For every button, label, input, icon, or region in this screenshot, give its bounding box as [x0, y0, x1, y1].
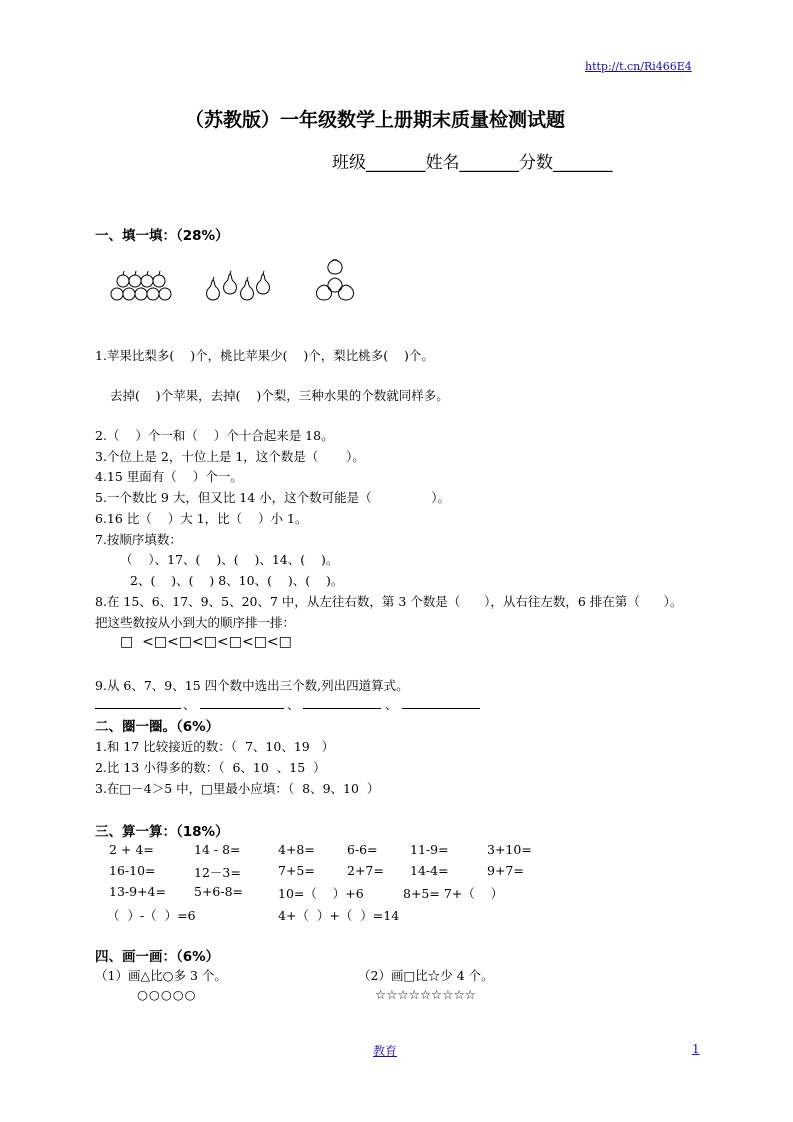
calc-item: 4+8=	[278, 842, 315, 857]
question-7a: （ ）、17、( )、( )、14、( )。	[120, 552, 339, 567]
calc-item: 16-10=	[109, 863, 156, 878]
calc-item: 14 - 8=	[194, 842, 241, 857]
circle-question-1: 1.和 17 比较接近的数：（ 7、10、19 ）	[95, 739, 335, 754]
star-shapes: ☆☆☆☆☆☆☆☆☆	[375, 987, 476, 1002]
calc-item: 5+6-8=	[194, 884, 244, 899]
calc-item: 13-9+4=	[109, 884, 166, 899]
header-link[interactable]: http://t.cn/Ri466E4	[585, 60, 692, 73]
section-fill-title: 一、填一填：（28%）	[95, 228, 229, 244]
separator: 、	[287, 697, 300, 712]
question-9: 9.从 6、7、9、15 四个数中选出三个数,列出四道算式。	[95, 678, 409, 693]
question-5: 5.一个数比 9 大，但又比 14 小，这个数可能是（ ）。	[95, 490, 451, 505]
peach-icon	[317, 260, 354, 300]
question-6: 6.16 比（ ）大 1，比（ ）小 1。	[95, 511, 308, 526]
section-circle-title: 二、圈一圈。（6%）	[95, 719, 220, 735]
circle-question-3: 3.在□－4＞5 中，□里最小应填：（ 8、9、10 ）	[95, 781, 380, 796]
pear-icon	[207, 271, 270, 300]
question-7: 7.按顺序填数：	[95, 532, 182, 547]
calc-item: （ ）-（ ）=6	[107, 908, 196, 923]
separator: 、	[385, 697, 398, 712]
draw-question-2: （2）画□比☆少 4 个。	[358, 968, 494, 983]
calc-item: 14-4=	[410, 863, 449, 878]
calc-item: 9+7=	[487, 863, 524, 878]
answer-blank-3[interactable]	[303, 708, 381, 709]
page-title: （苏教版）一年级数学上册期末质量检测试题	[185, 109, 566, 131]
calc-item: 2 + 4=	[109, 842, 154, 857]
draw-question-1: （1）画△比○多 3 个。	[95, 968, 227, 983]
section-calc-title: 三、算一算：（18%）	[95, 824, 229, 840]
calc-item: 10=（ ）+6	[278, 886, 364, 901]
calc-item: 8+5= 7+（ ）	[403, 886, 504, 901]
question-1a: 1.苹果比梨多( )个，桃比苹果少( )个，梨比桃多( )个。	[95, 348, 434, 363]
question-3: 3.个位上是 2，十位上是 1，这个数是（ ）。	[95, 449, 365, 464]
question-7b: 2、( )、( ) 8、10、( )、( )。	[130, 573, 344, 588]
calc-item: 4+（ ）+（ ）=14	[278, 908, 400, 923]
calc-item: 11-9=	[410, 842, 449, 857]
calc-item: 12－3=	[194, 865, 241, 880]
answer-blank-1[interactable]	[95, 708, 181, 709]
question-8b: 把这些数按从小到大的顺序排一排：	[95, 615, 296, 630]
apple-icon	[111, 271, 171, 300]
answer-blank-2[interactable]	[200, 708, 284, 709]
separator: 、	[183, 697, 196, 712]
page-number: 1	[692, 1042, 700, 1056]
question-2: 2.（ ）个一和（ ）个十合起来是 18。	[95, 428, 334, 443]
question-1b: 去掉( )个苹果，去掉( )个梨，三种水果的个数就同样多。	[110, 388, 449, 403]
circle-question-2: 2.比 13 小得多的数：（ 6、10 、15 ）	[95, 760, 326, 775]
section-draw-title: 四、画一画：（6%）	[95, 949, 220, 965]
answer-blank-4[interactable]	[402, 708, 480, 709]
fruit-illustration	[105, 258, 365, 306]
circle-shapes: ○○○○○	[137, 987, 197, 1002]
calc-item: 2+7=	[347, 863, 384, 878]
calc-item: 6-6=	[347, 842, 378, 857]
question-8: 8.在 15、6、17、9、5、20、7 中，从左往右数，第 3 个数是（ ），从右往左数，6 排在第（ ）。	[95, 594, 683, 609]
footer-link[interactable]: 教育	[373, 1044, 398, 1058]
question-8c: □ <□<□<□<□<□<□	[120, 634, 292, 650]
calc-item: 7+5=	[278, 863, 315, 878]
student-info: 班级_______姓名_______分数_______	[332, 153, 613, 173]
question-4: 4.15 里面有（ ）个一。	[95, 469, 243, 484]
calc-item: 3+10=	[487, 842, 532, 857]
